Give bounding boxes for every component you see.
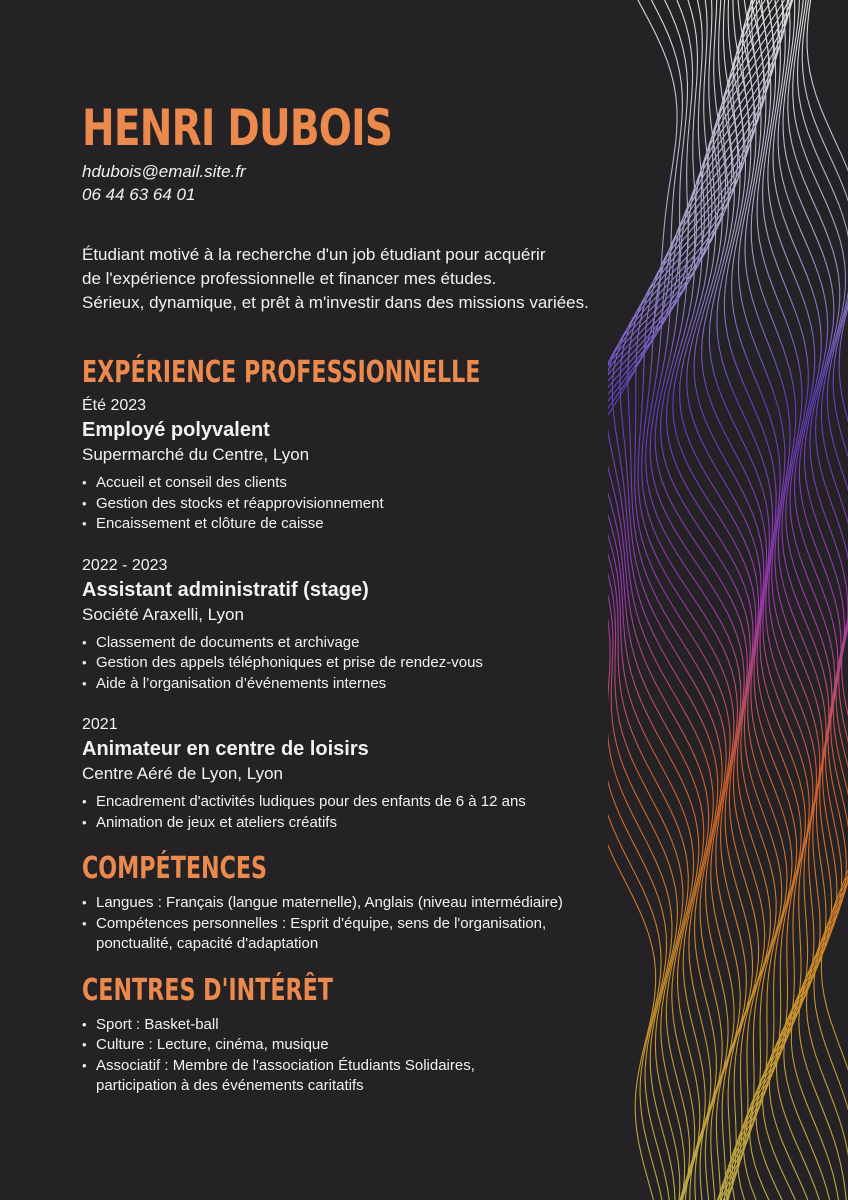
resume-content (82, 96, 642, 1097)
job-date: 2022 - 2023 (82, 556, 168, 574)
list-item (82, 893, 642, 914)
interests-heading: CENTRES D'INTÉRÊT (82, 972, 333, 1008)
list-item (82, 914, 642, 955)
summary-line: Étudiant motivé à la recherche d'un job étudiant pour acquérir (82, 245, 546, 264)
list-item-line: • Associatif : Membre de l'association Étudiants Solidaires, (96, 1056, 475, 1074)
list-item: • Animation de jeux et ateliers créatifs (82, 813, 642, 834)
wave-line (738, 0, 826, 1200)
interests-section (82, 973, 642, 1097)
wave-line (793, 0, 848, 1200)
summary-line: Sérieux, dynamique, et prêt à m'investir dans des missions variées. (82, 293, 589, 312)
list-item: • Gestion des appels téléphoniques et prise de rendez-vous (82, 653, 642, 674)
skills-section (82, 851, 642, 955)
list-item: • Accueil et conseil des clients (82, 473, 642, 494)
list-item-line: participation à des événements caritatifs (96, 1077, 364, 1094)
skills-list (82, 893, 642, 955)
job-entry (82, 395, 642, 535)
profile-summary (82, 243, 642, 315)
list-item: • Gestion des stocks et réapprovisionnement (82, 494, 642, 515)
job-title: Assistant administratif (stage) (82, 578, 369, 601)
job-tasks (82, 473, 642, 535)
list-item-line: • Compétences personnelles : Esprit d'équipe, sens de l'organisation, (96, 914, 547, 932)
interests-list (82, 1015, 642, 1097)
list-item (82, 1015, 642, 1036)
job-title: Animateur en centre de loisirs (82, 738, 369, 760)
list-item: • Classement de documents et archivage (82, 633, 642, 654)
candidate-name: HENRI DUBOIS (82, 99, 393, 157)
skills-heading: COMPÉTENCES (82, 851, 268, 886)
job-title: Employé polyvalent (82, 419, 270, 441)
job-date: 2021 (82, 716, 118, 733)
experience-section (82, 355, 642, 833)
job-entry (82, 555, 642, 695)
list-item-line: • Sport : Basket-ball (96, 1015, 219, 1033)
job-tasks (82, 792, 642, 833)
list-item-line: ponctualité, capacité d'adaptation (96, 935, 319, 952)
job-tasks (82, 633, 642, 695)
contact-info (82, 160, 642, 206)
job-date: Été 2023 (82, 397, 147, 414)
list-item (82, 1035, 642, 1056)
wave-line (802, 0, 848, 1200)
job-company: Centre Aéré de Lyon, Lyon (82, 764, 283, 783)
list-item: • Aide à l’organisation d’événements internes (82, 674, 642, 695)
summary-line: de l'expérience professionnelle et financer mes études. (82, 269, 497, 288)
wave-line (702, 0, 806, 1200)
abstract-wave-decoration (608, 0, 848, 1200)
phone-text: 06 44 63 64 01 (82, 185, 196, 204)
job-company: Société Araxelli, Lyon (82, 604, 244, 624)
experience-heading: EXPÉRIENCE PROFESSIONNELLE (82, 355, 481, 390)
job-company: Supermarché du Centre, Lyon (82, 445, 310, 464)
list-item-line: • Culture : Lecture, cinéma, musique (96, 1036, 329, 1053)
list-item (82, 1056, 642, 1097)
wave-line (777, 0, 845, 1200)
list-item-line: • Langues : Français (langue maternelle), Anglais (niveau intermédiaire) (96, 894, 563, 911)
job-entry (82, 714, 642, 833)
list-item: • Encaissement et clôture de caisse (82, 514, 642, 535)
email-text: hdubois@email.site.fr (82, 162, 246, 181)
list-item: • Encadrement d'activités ludiques pour des enfants de 6 à 12 ans (82, 792, 642, 813)
